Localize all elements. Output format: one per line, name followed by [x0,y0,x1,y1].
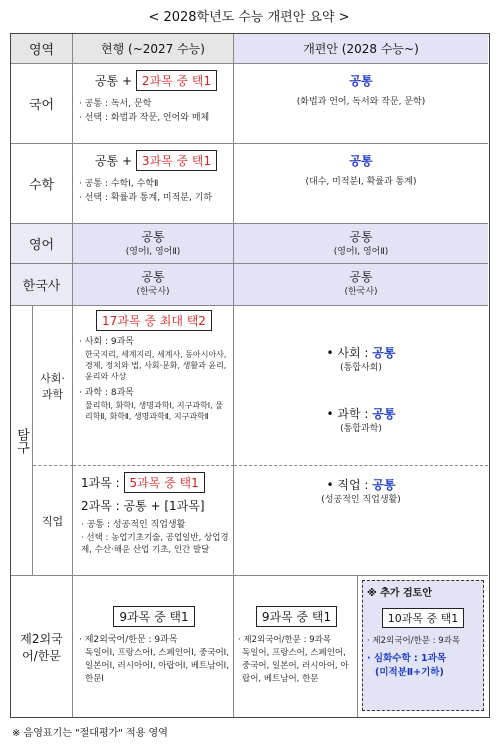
korean-select: · 선택 : 화법과 작문, 언어와 매체 [79,113,210,123]
new-voc-val: 공통 [372,478,396,492]
new-voc-sub: (성공적인 직업생활) [321,495,401,505]
foreign-reform [234,576,358,717]
korean-row [11,64,488,144]
history-new-sub: (한국사) [344,287,378,297]
korean-label: 국어 [11,64,73,143]
extra-head: · 제2외국어/한문 : 9과목 [367,636,461,646]
inquiry-row [11,306,488,576]
page-title: < 2028학년도 수능 개편안 요약 > [148,10,350,25]
math-select: · 선택 : 확률과 통계, 미적분, 기하 [79,193,213,203]
math-new-sub: (대수, 미적분Ⅰ, 확률과 통계) [305,177,417,187]
foreign-new-list: 독일어, 프랑스어, 스페인어, 중국어, 일본어, 러시아어, 아랍어, 베트남어, 한문 [242,648,349,684]
new-social-sub: (통합사회) [340,363,382,373]
voc-common: · 공통 : 성공적인 직업생활 [81,520,186,530]
math-label: 수학 [11,144,73,223]
header-row [11,34,488,64]
korean-new-sub: (화법과 언어, 독서와 작문, 문학) [296,97,426,107]
new-science-sub: (통합과학) [340,424,382,434]
extra-review-box [362,580,484,711]
foreign-row [11,576,488,717]
english-label: 영어 [11,224,73,263]
math-choice-box: 3과목 중 택1 [136,150,217,171]
new-science-label: • 과학 : [326,407,373,421]
inquiry-choice-box: 17과목 중 최대 택2 [96,310,212,331]
history-current [73,264,234,305]
footnote: ※ 음영표기는 "절대평가" 적용 영역 [12,728,168,739]
foreign-cur-head: · 제2외국어/한문 : 9과목 [79,635,178,645]
english-current [73,224,234,263]
korean-prefix: 공통 + [95,74,133,88]
foreign-current [73,576,234,717]
foreign-extra [358,576,488,717]
social-science-current [73,306,234,466]
history-label: 한국사 [11,264,73,305]
social-head: · 사회 : 9과목 [79,337,134,347]
extra-add: · 심화수학 : 1과목 [367,653,447,664]
foreign-new-choice: 9과목 중 택1 [256,606,337,627]
vocational-current [73,466,234,576]
history-reform [234,264,488,305]
new-voc-label: • 직업 : [326,478,373,492]
history-cur-main: 공통 [141,270,165,284]
header-area: 영역 [11,34,73,63]
extra-title: ※ 추가 검토안 [367,588,432,599]
science-list: 물리학Ⅰ, 화학Ⅰ, 생명과학Ⅰ, 지구과학Ⅰ, 물리학Ⅱ, 화학Ⅱ, 생명과학Ⅱ, 지구과학Ⅱ [85,401,223,421]
new-social-label: • 사회 : [326,346,373,360]
foreign-cur-choice: 9과목 중 택1 [113,606,194,627]
summary-table [10,33,490,718]
voc-line1: 1과목 : [81,476,120,490]
social-list: 한국지리, 세계지리, 세계사, 동아시아사, 경제, 정치와 법, 사회·문화, 생활과 윤리, 윤리와 사상 [85,350,227,381]
math-common: · 공통 : 수학Ⅰ, 수학Ⅱ [79,179,159,189]
english-new-sub: (영어Ⅰ, 영어Ⅱ) [333,247,389,257]
foreign-cur-list: 독일어Ⅰ, 프랑스어Ⅰ, 스페인어Ⅰ, 중국어Ⅰ, 일본어Ⅰ, 러시아어Ⅰ, 아랍어Ⅰ, 베트남어Ⅰ, 한문Ⅰ [85,648,229,684]
korean-new-main: 공통 [349,74,373,88]
korean-current [73,64,234,143]
extra-add-sub: (미적분Ⅱ+기하) [375,667,444,678]
english-cur-main: 공통 [141,230,165,244]
history-cur-sub: (한국사) [136,287,170,297]
math-row [11,144,488,224]
voc-line2: 2과목 : 공통 + [1과목] [81,499,205,513]
english-reform [234,224,488,263]
social-science-reform [234,306,488,466]
inquiry-label: 탐구 [11,306,33,575]
vocational-label: 직업 [33,466,73,576]
voc-select: · 선택 : 농업기초기술, 공업일반, 상업경제, 수산·해운 산업 기초, 인간 발달 [81,533,229,555]
history-row [11,264,488,306]
math-new-main: 공통 [349,154,373,168]
new-social-val: 공통 [372,346,396,360]
social-science-label: 사회·과학 [33,306,73,466]
math-prefix: 공통 + [95,154,133,168]
korean-choice-box: 2과목 중 택1 [136,70,217,91]
vocational-reform [234,466,488,576]
new-science-val: 공통 [372,407,396,421]
history-new-main: 공통 [349,270,373,284]
english-row [11,224,488,264]
voc-choice-box: 5과목 중 택1 [124,472,205,493]
math-reform [234,144,488,223]
header-reform: 개편안 (2028 수능~) [234,34,488,63]
english-cur-sub: (영어Ⅰ, 영어Ⅱ) [125,247,181,257]
math-current [73,144,234,223]
korean-reform [234,64,488,143]
header-current: 현행 (~2027 수능) [73,34,234,63]
science-head: · 과학 : 8과목 [79,388,134,398]
korean-common: · 공통 : 독서, 문학 [79,99,152,109]
foreign-label: 제2외국어/한문 [11,576,73,717]
english-new-main: 공통 [349,230,373,244]
foreign-new-head: · 제2외국어/한문 : 9과목 [238,635,332,645]
extra-choice: 10과목 중 택1 [382,608,465,628]
